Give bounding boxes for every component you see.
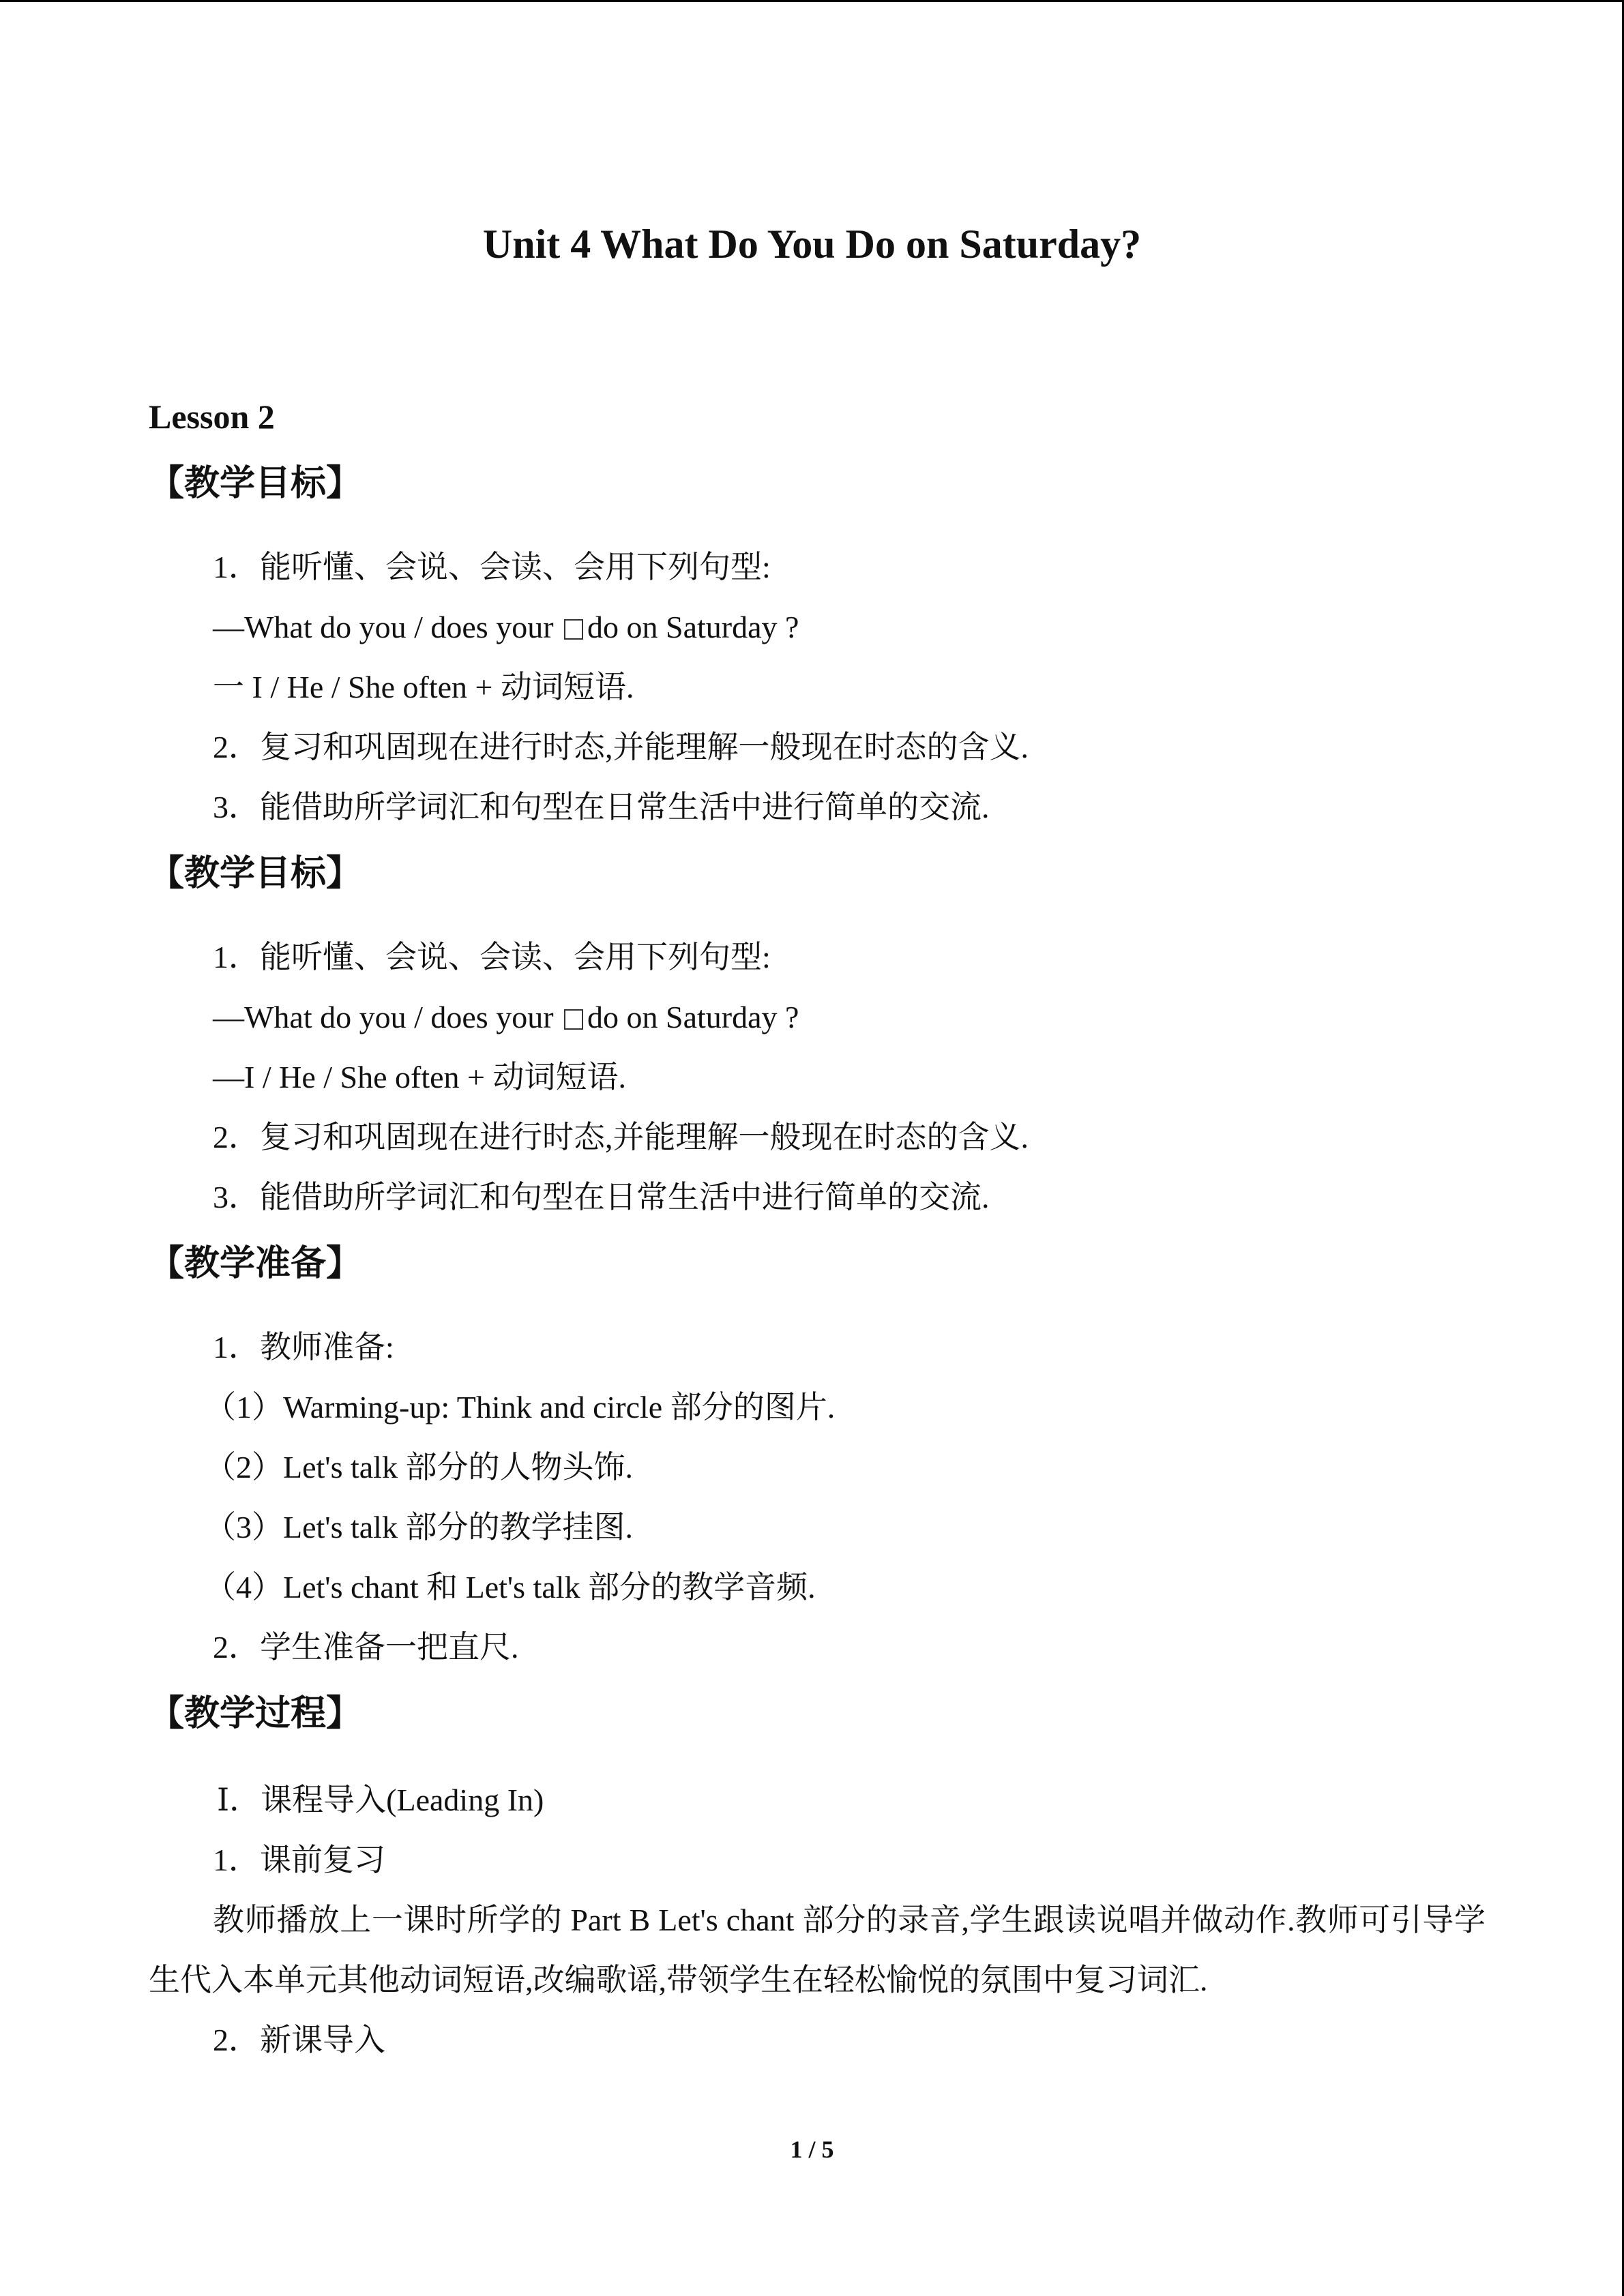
objective-item: 2．复习和巩固现在进行时态,并能理解一般现在时态的含义. bbox=[213, 1120, 1029, 1154]
sentence-pattern-question-end: do on Saturday ? bbox=[587, 1000, 799, 1034]
sentence-pattern-question bbox=[213, 607, 799, 648]
page-number: 1 / 5 bbox=[790, 2136, 834, 2163]
blank-box-icon bbox=[564, 1009, 583, 1030]
objective-item: 3．能借助所学词汇和句型在日常生活中进行简单的交流. bbox=[213, 1180, 990, 1214]
sentence-pattern-question bbox=[213, 997, 799, 1038]
blank-box-icon bbox=[564, 619, 583, 640]
section-heading-preparation: 【教学准备】 bbox=[149, 1244, 362, 1283]
section-heading-objectives: 【教学目标】 bbox=[149, 854, 362, 893]
preparation-item: 2．学生准备一把直尺. bbox=[213, 1630, 519, 1665]
preparation-subitem: （1）Warming-up: Think and circle 部分的图片. bbox=[205, 1390, 836, 1425]
sentence-pattern-question-end: do on Saturday ? bbox=[587, 610, 799, 644]
objective-item: 1．能听懂、会说、会读、会用下列句型: bbox=[213, 940, 771, 974]
objective-item: 2．复习和巩固现在进行时态,并能理解一般现在时态的含义. bbox=[213, 730, 1029, 764]
section-heading-objectives: 【教学目标】 bbox=[149, 464, 362, 503]
sentence-pattern-question-start: —What do you / does your bbox=[213, 610, 562, 644]
process-substep: 2．新课导入 bbox=[213, 2023, 385, 2057]
process-step-title: Ⅰ．课程导入(Leading In) bbox=[217, 1783, 544, 1817]
preparation-subitem: （4）Let's chant 和 Let's talk 部分的教学音频. bbox=[205, 1570, 816, 1605]
process-substep: 1．课前复习 bbox=[213, 1843, 385, 1877]
objective-item: 1．能听懂、会说、会读、会用下列句型: bbox=[213, 550, 771, 584]
preparation-subitem: （3）Let's talk 部分的教学挂图. bbox=[205, 1510, 633, 1545]
sentence-pattern-question-start: —What do you / does your bbox=[213, 1000, 562, 1034]
page-border-top bbox=[0, 0, 1624, 2]
section-heading-process: 【教学过程】 bbox=[149, 1695, 362, 1733]
preparation-subitem: （2）Let's talk 部分的人物头饰. bbox=[205, 1450, 633, 1485]
sentence-pattern-answer: —I / He / She often + 动词短语. bbox=[213, 1060, 626, 1094]
process-paragraph: 教师播放上一课时所学的 Part B Let's chant 部分的录音,学生跟读说唱并做动作.教师可引导学生代入本单元其他动词短语,改编歌谣,带领学生在轻松愉悦的氛围中复习词汇. bbox=[149, 1903, 1486, 1997]
lesson-label: Lesson 2 bbox=[149, 398, 275, 436]
preparation-item: 1．教师准备: bbox=[213, 1330, 394, 1365]
document-title: Unit 4 What Do You Do on Saturday? bbox=[482, 222, 1142, 267]
objective-item: 3．能借助所学词汇和句型在日常生活中进行简单的交流. bbox=[213, 790, 990, 824]
sentence-pattern-answer: 一 I / He / She often + 动词短语. bbox=[213, 670, 634, 704]
